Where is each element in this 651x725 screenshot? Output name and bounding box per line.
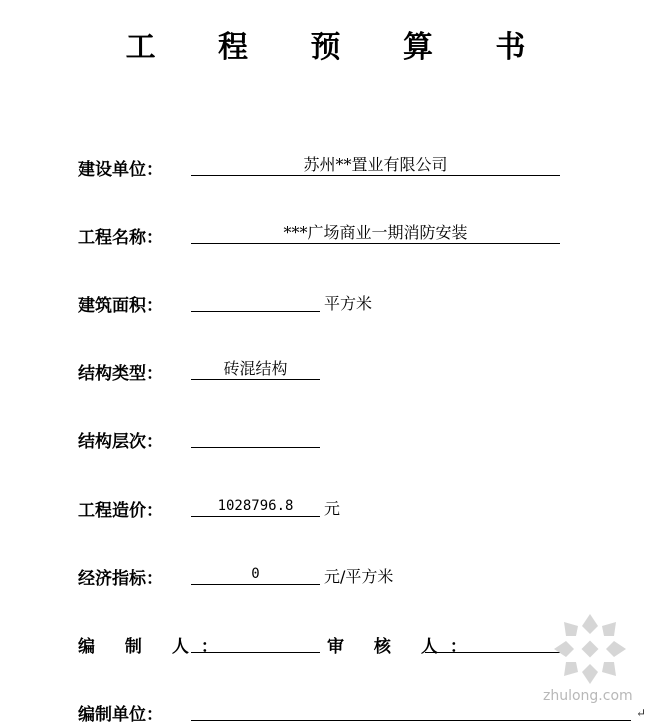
client-label: 建设单位： <box>78 160 163 180</box>
structure-type-field[interactable]: 砖混结构 <box>191 359 320 380</box>
paragraph-mark: ↵ <box>636 706 647 720</box>
structure-floors-label: 结构层次： <box>78 432 163 452</box>
client-field[interactable]: 苏州**置业有限公司 <box>191 155 560 176</box>
prepared-by-field[interactable] <box>191 632 320 653</box>
preparing-unit-label: 编制单位： <box>78 705 163 725</box>
floor-area-field[interactable] <box>191 291 320 312</box>
structure-floors-field[interactable] <box>191 427 320 448</box>
reviewed-by-label: 审 核 人： <box>327 637 479 657</box>
project-cost-field[interactable]: 1028796.8 <box>191 496 320 517</box>
economic-index-unit: 元/平方米 <box>324 567 394 586</box>
watermark-text: zhulong.com <box>543 688 633 704</box>
zhulong-logo-icon <box>552 612 628 686</box>
structure-type-label: 结构类型： <box>78 364 163 384</box>
reviewed-by-field[interactable] <box>425 632 560 653</box>
prepared-by-label: 编 制 人： <box>78 637 230 657</box>
document-title: 工 程 预 算 书 <box>125 30 552 65</box>
floor-area-label: 建筑面积： <box>78 296 163 316</box>
project-name-field[interactable]: ***广场商业一期消防安装 <box>191 223 560 244</box>
project-name-label: 工程名称： <box>78 228 163 248</box>
economic-index-label: 经济指标： <box>78 569 163 589</box>
economic-index-field[interactable]: 0 <box>191 564 320 585</box>
project-cost-label: 工程造价： <box>78 501 163 521</box>
floor-area-unit: 平方米 <box>324 294 373 313</box>
project-cost-unit: 元 <box>324 499 341 518</box>
